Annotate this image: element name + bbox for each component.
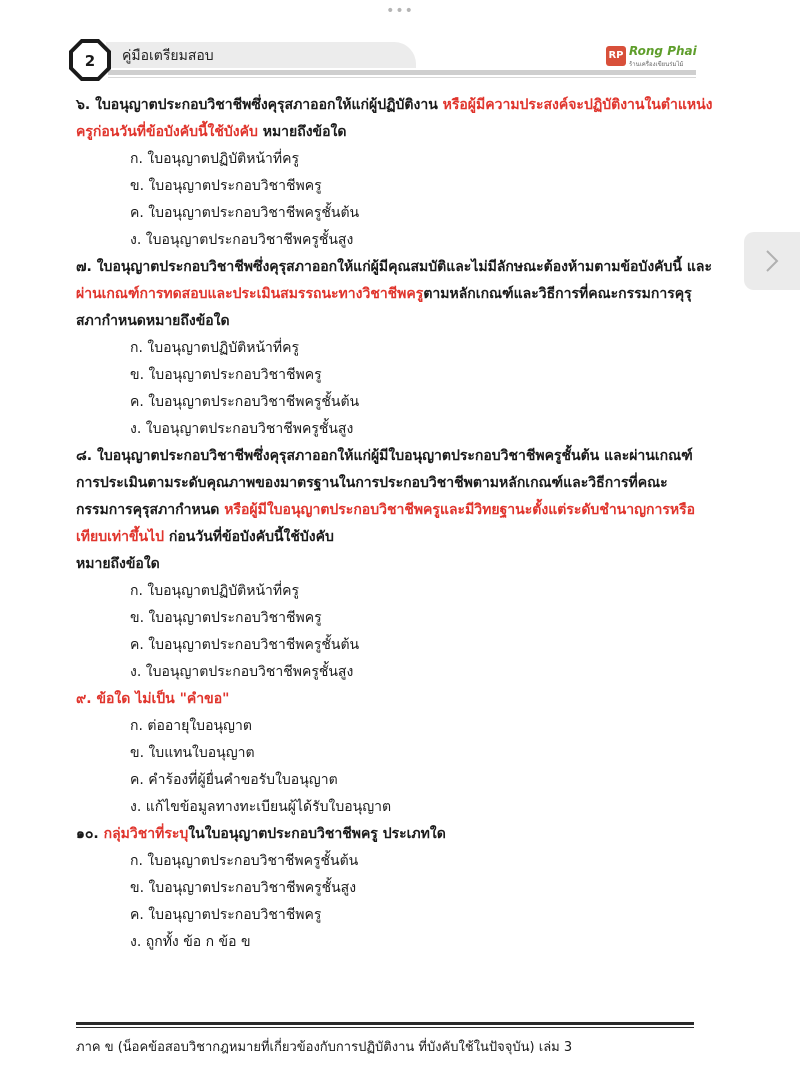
option-b: ข. ใบอนุญาตประกอบวิชาชีพครู: [130, 178, 322, 194]
page-header: [68, 30, 696, 92]
option-a: ก. ต่ออายุใบอนุญาต: [130, 718, 252, 734]
header-rule-thin: [108, 77, 696, 78]
question-6: [76, 92, 716, 254]
question-highlight: หรือผู้มีความประสงค์จะปฏิบัติงานในตำแหน่งครูก่อนวันที่ข้อบังคับนี้ใช้บังคับ: [76, 97, 713, 140]
question-8: [76, 443, 716, 686]
question-highlight: กลุ่มวิชาที่ระบุ: [103, 826, 189, 842]
option-b: ข. ใบอนุญาตประกอบวิชาชีพครูชั้นสูง: [130, 880, 357, 896]
more-dots-icon[interactable]: •••: [386, 3, 414, 19]
question-text: ๘. ใบอนุญาตประกอบวิชาชีพซึ่งคุรุสภาออกให้แก่ผู้มีใบอนุญาตประกอบวิชาชีพครูชั้นต้น และผ่านเกณฑ์การประเมินตามระดับคุณภาพของมาตรฐานในการประกอบวิชาชีพตามหลักเกณฑ์และวิธีการที่คณะกรรมการคุรุสภากำหนด หรือผู้มีใบอนุญาตประกอบวิชาชีพครูและมีวิทยฐานะตั้งแต่ระดับชำนาญการหรือเทียบเท่าขึ้นไป ก่อนวันที่ข้อบังคับนี้ใช้บังคับ: [76, 448, 696, 545]
octagon-badge-icon: [68, 38, 112, 82]
option-b: ข. ใบอนุญาตประกอบวิชาชีพครู: [130, 610, 322, 626]
footer-rule: [76, 1022, 694, 1025]
page-footer: ภาค ข (น็อคข้อสอบวิชากฎหมายที่เกี่ยวข้องกับการปฏิบัติงาน ที่บังคับใช้ในปัจจุบัน) เล่ม 3: [76, 1040, 573, 1055]
option-c: ค. ใบอนุญาตประกอบวิชาชีพครู: [130, 907, 322, 923]
question-list: [76, 92, 716, 956]
option-c: ค. ใบอนุญาตประกอบวิชาชีพครูชั้นต้น: [130, 394, 360, 410]
footer-rule-thin: [76, 1027, 694, 1028]
option-b: ข. ใบแทนใบอนุญาต: [130, 745, 255, 761]
brand-logo: [606, 44, 696, 70]
question-text-tail: หมายถึงข้อใด: [76, 556, 160, 572]
question-9: [76, 686, 716, 821]
question-10: [76, 821, 716, 956]
question-highlight: หรือผู้มีใบอนุญาตประกอบวิชาชีพครูและมีวิทยฐานะตั้งแต่ระดับชำนาญการหรือเทียบเท่าขึ้นไป: [76, 502, 696, 545]
option-a: ก. ใบอนุญาตปฏิบัติหน้าที่ครู: [130, 151, 299, 167]
header-title: คู่มือเตรียมสอบ: [122, 48, 214, 64]
page-number: 2: [84, 52, 96, 70]
question-text: [76, 686, 716, 713]
option-c: ค. ใบอนุญาตประกอบวิชาชีพครูชั้นต้น: [130, 205, 360, 221]
question-7: [76, 254, 716, 443]
option-d: ง. ใบอนุญาตประกอบวิชาชีพครูชั้นสูง: [130, 232, 354, 248]
question-text: ๖. ใบอนุญาตประกอบวิชาชีพซึ่งคุรุสภาออกให้แก่ผู้ปฏิบัติงาน หรือผู้มีความประสงค์จะปฏิบัติงานในตำแหน่งครูก่อนวันที่ข้อบังคับนี้ใช้บังคับ หมายถึงข้อใด: [76, 97, 713, 140]
option-a: ก. ใบอนุญาตปฏิบัติหน้าที่ครู: [130, 583, 299, 599]
option-a: ก. ใบอนุญาตปฏิบัติหน้าที่ครู: [130, 340, 299, 356]
next-page-button[interactable]: [744, 232, 800, 290]
option-d: ง. แก้ไขข้อมูลทางทะเบียนผู้ได้รับใบอนุญาต: [130, 799, 392, 815]
option-d: ง. ใบอนุญาตประกอบวิชาชีพครูชั้นสูง: [130, 421, 354, 437]
question-text: ๑๐. กลุ่มวิชาที่ระบุในใบอนุญาตประกอบวิชาชีพครู ประเภทใด: [76, 826, 446, 842]
question-text: ๗. ใบอนุญาตประกอบวิชาชีพซึ่งคุรุสภาออกให้แก่ผู้มีคุณสมบัติและไม่มีลักษณะต้องห้ามตามข้อบังคับนี้ และผ่านเกณฑ์การทดสอบและประเมินสมรรถนะทางวิชาชีพครูตามหลักเกณฑ์และวิธีการที่คณะกรรมการคุรุสภากำหนดหมายถึงข้อใด: [76, 259, 712, 329]
logo-name: Rong Phai: [629, 44, 697, 58]
header-rule: [108, 70, 696, 75]
option-d: ง. ถูกทั้ง ข้อ ก ข้อ ข: [130, 934, 251, 950]
logo-subtitle: ร้านเครื่องเขียนร่มไม้: [629, 61, 684, 68]
question-highlight: ผ่านเกณฑ์การทดสอบและประเมินสมรรถนะทางวิชาชีพครู: [76, 286, 424, 302]
option-c: ค. ใบอนุญาตประกอบวิชาชีพครูชั้นต้น: [130, 637, 360, 653]
option-c: ค. คำร้องที่ผู้ยื่นคำขอรับใบอนุญาต: [130, 772, 338, 788]
logo-mark: RP: [606, 46, 626, 66]
option-b: ข. ใบอนุญาตประกอบวิชาชีพครู: [130, 367, 322, 383]
option-d: ง. ใบอนุญาตประกอบวิชาชีพครูชั้นสูง: [130, 664, 354, 680]
option-a: ก. ใบอนุญาตประกอบวิชาชีพครูชั้นต้น: [130, 853, 359, 869]
chevron-right-icon: [764, 248, 780, 274]
question-highlight: ๙. ข้อใด ไม่เป็น "คำขอ": [76, 691, 230, 707]
